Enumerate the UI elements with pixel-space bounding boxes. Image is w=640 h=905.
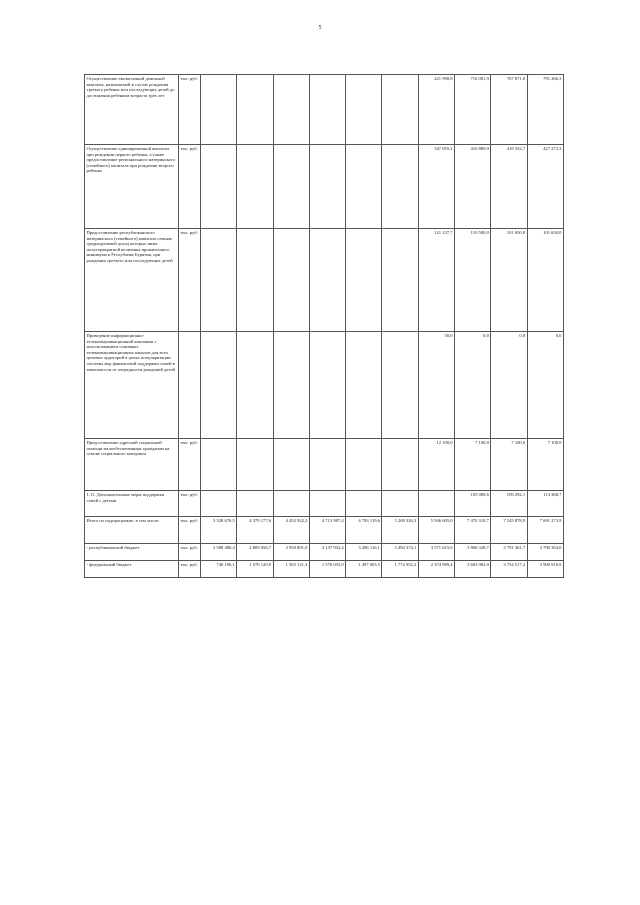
value-cell: 740 196,1 [201,561,237,578]
row-name-cell: Итого по подпрограмме, в том числе: [85,517,179,544]
value-cell: 4 783 119,6 [346,517,382,544]
subprogram-funding-table [84,74,564,578]
value-cell: 416 889,9 [455,145,491,229]
value-cell: 109 292,1 [491,491,527,517]
value-cell [309,75,345,145]
table-row [85,332,564,439]
value-cell: 3 137 932,4 [309,544,345,561]
value-cell [237,229,273,332]
value-cell: 3 790 363,0 [527,544,563,561]
value-cell [309,491,345,517]
value-cell: 3 571 615,6 [418,544,454,561]
value-cell [237,75,273,145]
value-cell: 105 088,6 [455,491,491,517]
value-cell: 101 650,0 [527,229,563,332]
value-cell: 7 100,0 [527,439,563,491]
table-row [85,544,564,561]
value-cell [273,75,309,145]
value-cell: 12 100,0 [418,439,454,491]
table-row [85,439,564,491]
value-cell: 1 502 121,3 [273,561,309,578]
row-unit-cell: тыс. руб. [179,491,201,517]
value-cell: 4 452 922,3 [273,517,309,544]
row-unit-cell: тыс. руб. [179,75,201,145]
value-cell: 3 328 676,5 [201,517,237,544]
value-cell [201,229,237,332]
value-cell [382,491,418,517]
value-cell: 7 100,0 [491,439,527,491]
value-cell: 418 332,7 [491,145,527,229]
value-cell [273,145,309,229]
value-cell: 7 691 273,9 [527,517,563,544]
value-cell [418,491,454,517]
value-cell: 121 137,7 [418,229,454,332]
value-cell [309,439,345,491]
value-cell [346,75,382,145]
value-cell: 3 791 361,7 [491,544,527,561]
value-cell: 2 809 056,7 [237,544,273,561]
value-cell [273,491,309,517]
value-cell: 3 900 910,9 [527,561,563,578]
value-cell: 2 374 989,4 [418,561,454,578]
value-cell [346,229,382,332]
value-cell: 3 286 116,1 [346,544,382,561]
value-cell: 716 081,9 [455,75,491,145]
row-name-cell: - федеральный бюджет [85,561,179,578]
value-cell [201,145,237,229]
value-cell [382,75,418,145]
value-cell: 2 588 480,4 [201,544,237,561]
value-cell [382,332,418,439]
value-cell: 50,0 [418,332,454,439]
row-unit-cell: тыс. руб. [179,561,201,578]
value-cell [346,145,382,229]
value-cell: 1 570 120,9 [237,561,273,578]
value-cell: 427 273,3 [527,145,563,229]
row-unit-cell: тыс. руб. [179,517,201,544]
value-cell [309,332,345,439]
value-cell [382,145,418,229]
value-cell [201,491,237,517]
value-cell [237,491,273,517]
row-name-cell: Предоставление республиканского материнского (семейного) капитала семьям, среднедушевой доход которых ниже полуторакратной величины прожиточного минимума в Республике Бурятия, при рождении третьего или последующих детей [85,229,179,332]
row-name-cell: Проведение информационно-телекоммуникационной кампании с использованием основных телекоммуникационных каналов для всех целевых аудиторий в целях популяризации системы мер финансовой поддержки семей в зависимости от очередности рождений детей [85,332,179,439]
table-row [85,145,564,229]
value-cell: 113 368,7 [527,491,563,517]
row-unit-cell: тыс. руб. [179,439,201,491]
value-cell: 791 266,3 [527,75,563,145]
value-cell [382,439,418,491]
value-cell [346,439,382,491]
value-cell: 1 774 952,2 [382,561,418,578]
value-cell [309,229,345,332]
table-row [85,517,564,544]
page-number: 5 [318,25,322,31]
value-cell [273,439,309,491]
value-cell: 3 494 374,1 [382,544,418,561]
value-cell [201,439,237,491]
value-cell: 767 871,0 [491,75,527,145]
value-cell [346,491,382,517]
value-cell [201,332,237,439]
value-cell [382,229,418,332]
row-name-cell: 1.11. Дополнительные меры поддержки семей с детьми [85,491,179,517]
table-row [85,561,564,578]
value-cell: 3 866 328,7 [455,544,491,561]
row-name-cell: Осуществление ежемесячной денежной выплаты, назначаемой в случае рождения третьего ребенка или последующих детей до достижения ребенком возраста трех лет [85,75,179,145]
value-cell: 5 946 605,0 [418,517,454,544]
value-cell: 110 500,0 [455,229,491,332]
row-unit-cell [179,332,201,439]
row-name-cell: - республиканский бюджет [85,544,179,561]
value-cell: 221 990,8 [418,75,454,145]
value-cell: 5 269 326,3 [382,517,418,544]
value-cell [273,229,309,332]
value-cell [201,75,237,145]
value-cell: 3 754 517,2 [491,561,527,578]
row-unit-cell: тыс. руб. [179,229,201,332]
value-cell: 0,0 [491,332,527,439]
value-cell: 7 100,0 [455,439,491,491]
row-unit-cell: тыс. руб. [179,544,201,561]
value-cell [237,332,273,439]
value-cell: 3 603 982,0 [455,561,491,578]
value-cell [237,439,273,491]
value-cell [273,332,309,439]
value-cell: 0,0 [527,332,563,439]
value-cell [309,145,345,229]
value-cell: 1 497 003,5 [346,561,382,578]
value-cell: 2 950 801,0 [273,544,309,561]
value-cell [346,332,382,439]
table-row [85,491,564,517]
row-unit-cell: тыс. руб. [179,145,201,229]
value-cell: 7 545 878,9 [491,517,527,544]
row-name-cell: Осуществление единовременной выплаты при рождении первого ребенка, а также предоставление регионального материнского (семейного) капитала при рождении второго ребенка [85,145,179,229]
value-cell: 4 713 987,4 [309,517,345,544]
table-row [85,229,564,332]
value-cell: 347 055,2 [418,145,454,229]
value-cell: 0,0 [455,332,491,439]
table-row [85,75,564,145]
value-cell: 4 379 177,6 [237,517,273,544]
value-cell: 7 470 310,7 [455,517,491,544]
value-cell: 101 650,0 [491,229,527,332]
value-cell: 1 576 055,0 [309,561,345,578]
value-cell [237,145,273,229]
row-name-cell: Предоставление адресной социальной помощи малообеспеченным гражданам на основе социального контракта [85,439,179,491]
